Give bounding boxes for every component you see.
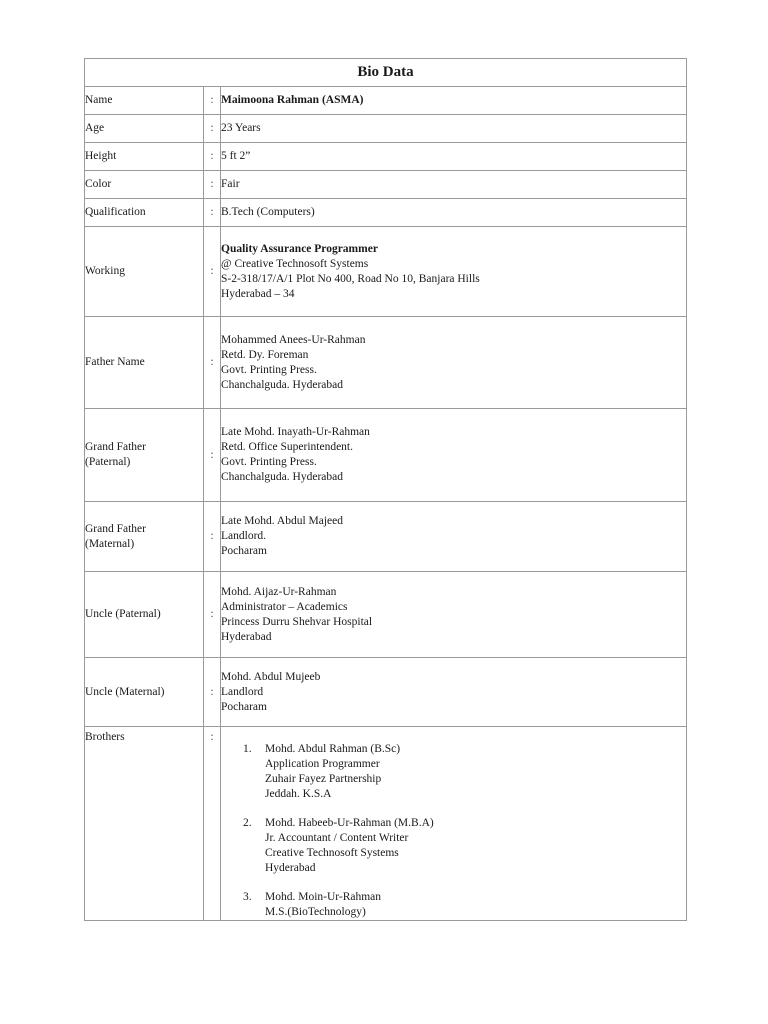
grandfather-maternal-label: [85, 502, 204, 572]
bio-data-table: [84, 58, 687, 921]
grandfather-label-line: Grand Father: [85, 441, 146, 453]
row-color: [85, 171, 687, 199]
list-item: [221, 816, 686, 876]
age-value: 23 Years: [221, 115, 687, 143]
title-row: [85, 59, 687, 87]
uncle-paternal-name: Mohd. Aijaz-Ur-Rahman: [221, 585, 337, 598]
page-title: Bio Data: [85, 59, 687, 87]
brother-name: Mohd. Moin-Ur-Rahman: [265, 891, 382, 903]
row-brothers: [85, 727, 687, 921]
father-label: Father Name: [85, 317, 204, 409]
row-father: [85, 317, 687, 409]
brothers-list: [221, 742, 686, 920]
grandfather-paternal-organization: Govt. Printing Press.: [221, 456, 317, 468]
uncle-paternal-organization: Princess Durru Shehvar Hospital: [221, 615, 373, 628]
list-item: [221, 890, 686, 920]
row-grandfather-maternal: [85, 502, 687, 572]
working-address: S-2-318/17/A/1 Plot No 400, Road No 10, Banjara Hills: [221, 272, 480, 285]
brother-qualification: M.S.(BioTechnology): [265, 906, 366, 918]
color-value: Fair: [221, 171, 687, 199]
name-value: Maimoona Rahman (ASMA): [221, 87, 687, 115]
working-company: @ Creative Technosoft Systems: [221, 257, 369, 270]
separator: :: [204, 502, 221, 572]
separator: :: [204, 727, 221, 921]
row-uncle-maternal: [85, 658, 687, 727]
separator: :: [204, 199, 221, 227]
uncle-maternal-value: [221, 658, 687, 727]
brother-location: Hyderabad: [265, 862, 316, 874]
grandfather-maternal-location: Pocharam: [221, 545, 267, 557]
row-grandfather-paternal: [85, 409, 687, 502]
list-item-number: 3.: [243, 891, 252, 903]
father-organization: Govt. Printing Press.: [221, 363, 317, 376]
separator: :: [204, 115, 221, 143]
maternal-label-line: (Maternal): [85, 537, 135, 550]
row-age: [85, 115, 687, 143]
grandfather-maternal-occupation: Landlord.: [221, 530, 267, 542]
father-name: Mohammed Anees-Ur-Rahman: [221, 333, 366, 346]
brother-designation: Jr. Accountant / Content Writer: [265, 832, 409, 844]
brother-location: Jeddah. K.S.A: [265, 788, 332, 800]
grandfather-maternal-value: [221, 502, 687, 572]
uncle-maternal-label: Uncle (Maternal): [85, 658, 204, 727]
row-qualification: [85, 199, 687, 227]
separator: :: [204, 409, 221, 502]
separator: :: [204, 658, 221, 727]
list-item: [221, 742, 686, 802]
qualification-label: Qualification: [85, 199, 204, 227]
separator: :: [204, 87, 221, 115]
row-working: [85, 227, 687, 317]
father-location: Chanchalguda. Hyderabad: [221, 378, 343, 391]
brother-name: Mohd. Abdul Rahman (B.Sc): [265, 743, 401, 755]
name-label: Name: [85, 87, 204, 115]
separator: :: [204, 171, 221, 199]
grandfather-paternal-designation: Retd. Office Superintendent.: [221, 441, 354, 453]
brother-organization: Zuhair Fayez Partnership: [265, 773, 382, 785]
list-item-number: 1.: [243, 743, 252, 755]
row-height: [85, 143, 687, 171]
uncle-maternal-occupation: Landlord: [221, 685, 264, 698]
color-label: Color: [85, 171, 204, 199]
row-uncle-paternal: [85, 572, 687, 658]
working-designation: Quality Assurance Programmer: [221, 242, 378, 255]
brother-designation: Application Programmer: [265, 758, 380, 770]
grandfather-paternal-value: [221, 409, 687, 502]
separator: :: [204, 572, 221, 658]
father-value: [221, 317, 687, 409]
working-value: [221, 227, 687, 317]
brother-organization: Creative Technosoft Systems: [265, 847, 399, 859]
age-label: Age: [85, 115, 204, 143]
height-label: Height: [85, 143, 204, 171]
grandfather-paternal-location: Chanchalguda. Hyderabad: [221, 471, 343, 483]
separator: :: [204, 143, 221, 171]
grandfather-maternal-name: Late Mohd. Abdul Majeed: [221, 515, 344, 527]
uncle-paternal-designation: Administrator – Academics: [221, 600, 348, 613]
uncle-paternal-label: Uncle (Paternal): [85, 572, 204, 658]
brothers-value: [221, 727, 687, 921]
list-item-number: 2.: [243, 817, 252, 829]
qualification-value: B.Tech (Computers): [221, 199, 687, 227]
separator: :: [204, 227, 221, 317]
uncle-maternal-name: Mohd. Abdul Mujeeb: [221, 670, 321, 683]
bio-data-sheet: [84, 58, 686, 921]
uncle-maternal-location: Pocharam: [221, 700, 267, 713]
row-name: [85, 87, 687, 115]
brother-name: Mohd. Habeeb-Ur-Rahman (M.B.A): [265, 817, 434, 829]
grandfather-paternal-label: [85, 409, 204, 502]
uncle-paternal-value: [221, 572, 687, 658]
grandfather-paternal-name: Late Mohd. Inayath-Ur-Rahman: [221, 426, 370, 438]
uncle-paternal-location: Hyderabad: [221, 630, 272, 643]
separator: :: [204, 317, 221, 409]
father-designation: Retd. Dy. Foreman: [221, 348, 309, 361]
paternal-label-line: (Paternal): [85, 456, 131, 468]
brothers-label: Brothers: [85, 727, 204, 921]
working-label: Working: [85, 227, 204, 317]
grandfather-label-line: Grand Father: [85, 522, 146, 535]
working-city: Hyderabad – 34: [221, 287, 295, 300]
height-value: 5 ft 2”: [221, 143, 687, 171]
